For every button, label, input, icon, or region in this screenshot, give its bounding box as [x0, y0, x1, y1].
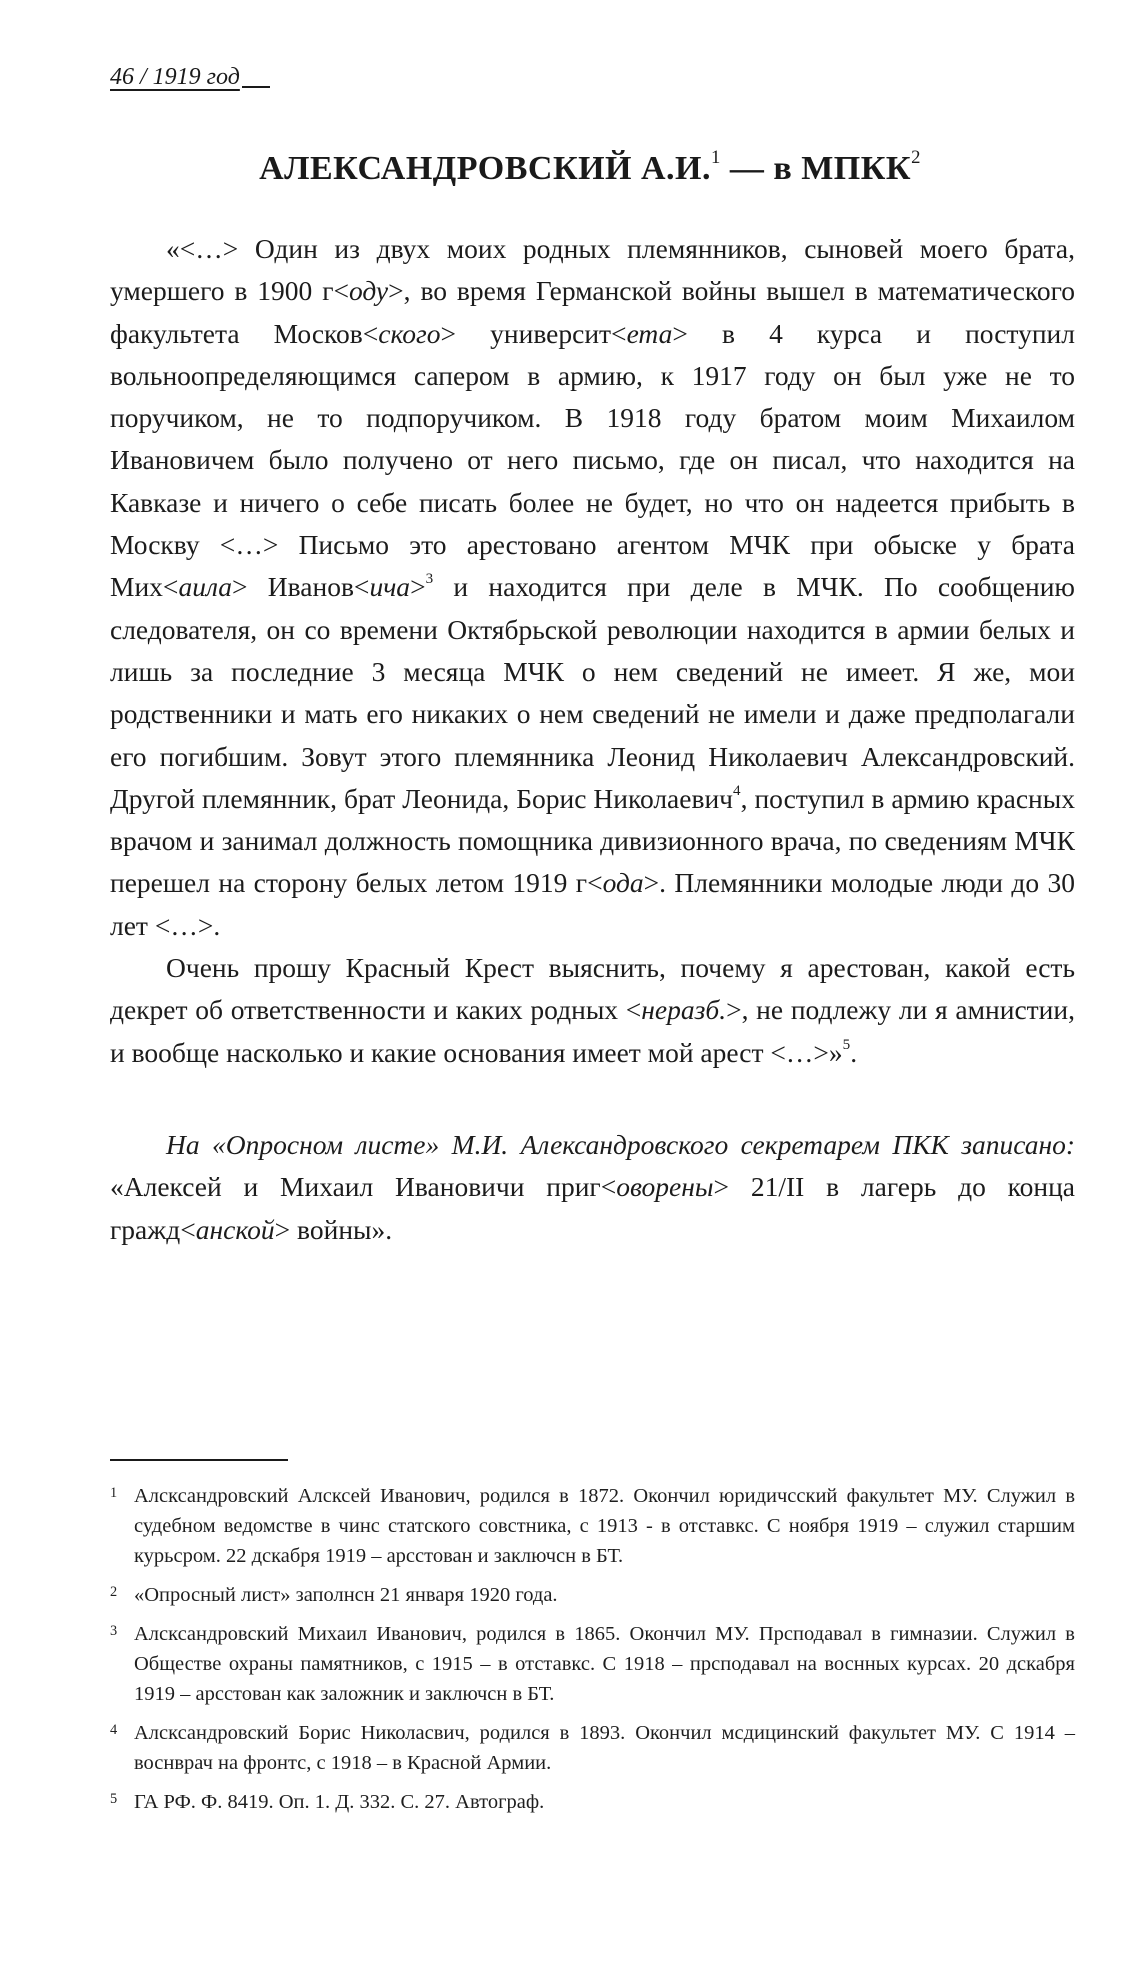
footnote-ref-3: 3 [425, 571, 434, 588]
header-underline [242, 86, 270, 88]
p3-text-d: > 21/II в лагерь до конца гражд< [110, 1171, 1075, 1245]
footnote-text: ГА РФ. Ф. 8419. Оп. 1. Д. 332. С. 27. Автограф. [134, 1791, 545, 1814]
p1-italic-n: ода [602, 867, 644, 899]
p2-text-d: . [850, 1036, 858, 1068]
p1-italic-j: ича [369, 571, 411, 603]
footnote-ref-4: 4 [733, 783, 741, 800]
footnotes [110, 1478, 1075, 1823]
p1-text-m: , поступил в армию красных врачом и занимал должность помощника дивизионного врача, по сведениям МЧК перешел на сторону белых летом 1919 г< [110, 782, 1076, 899]
p3-italic-a: На «Опросном листе» М.И. Александровского секретарем ПКК записано: [166, 1128, 1075, 1160]
footnote-4 [110, 1715, 1075, 1778]
page-number-header: 46 / 1919 год [110, 64, 240, 90]
p1-text-a: «<…> Один из двух моих родных племянников, сыновей моего брата, умершего в 1900 г< [110, 233, 1075, 307]
footnote-number: 3 [110, 1623, 118, 1640]
p3-text-b: «Алексей и Михаил Ивановичи приг< [110, 1171, 617, 1203]
title-name: АЛЕКСАНДРОВСКИЙ А.И. [259, 150, 711, 187]
footnote-text: Алсксандровский Михаил Иванович, родился в 1865. Окончил МУ. Прсподавал в гимназии. Служил в Обществе охраны памятников, с 1915 – в отставкс. С 1918 – прсподавал на воснных курсах. 20 дскабря 1919 – арсстован как заложник и заключсн в БТ. [134, 1623, 1075, 1706]
p1-text-g: > в 4 курса и поступил вольноопределяющимся сапером в армию, к 1917 году он был уже не то поручиком, не то подпоручиком. В 1918 году братом моим Михаилом Ивановичем было получено от него письмо, где он писал, что находится на Кавказе и ничего о себе писать более не будет, но что он надеется прибыть в Москву <…> Письмо это арестовано агентом МЧК при обыске у брата Мих< [110, 317, 1075, 603]
p1-text-c: >, во время Германской войны вышел в математического факультета Москов< [110, 275, 1075, 349]
footnote-text: Алсксандровский Борис Николасвич, родился в 1893. Окончил мсдицинский факультет МУ. С 1914 – воснврач на фронтс, с 1918 – в Красной Армии. [134, 1722, 1075, 1775]
footnote-number: 2 [110, 1584, 118, 1601]
running-head [110, 64, 270, 91]
p3-text-f: > войны». [274, 1213, 393, 1245]
p2-text-a: Очень прошу Красный Крест выяснить, почему я арестован, какой есть декрет об ответственности и каких родных < [110, 952, 1075, 1026]
p1-italic-h: аила [178, 571, 233, 603]
document-title [110, 147, 1070, 188]
footnote-text: «Опросный лист» заполнсн 21 января 1920 года. [134, 1584, 558, 1607]
p2-italic-b: неразб. [641, 994, 727, 1026]
footnote-2 [110, 1577, 1075, 1610]
p1-text-i: > Иванов< [232, 571, 370, 603]
footnote-separator [110, 1459, 288, 1461]
footnote-ref-5: 5 [842, 1036, 851, 1053]
p1-italic-f: ета [626, 317, 673, 349]
p1-text-l: и находится при деле в МЧК. По сообщению следователя, он со времени Октябрьской революции находится в армии белых и лишь за последние 3 месяца МЧК о нем сведений не имеет. Я же, мои родственники и мать его никаких о нем сведений не имели и даже предполагали его погибшим. Зовут этого племянника Леонид Николаевич Александровский. Другой племянник, брат Леонида, Борис Николаевич [110, 571, 1075, 814]
p1-italic-d: ского [378, 317, 441, 349]
p1-italic-b: оду [349, 275, 389, 307]
p1-text-k: > [410, 571, 426, 603]
footnote-3 [110, 1616, 1075, 1709]
p1-text-e: > университ< [440, 317, 627, 349]
paragraph-letter [110, 228, 1075, 947]
footnote-number: 1 [110, 1485, 118, 1501]
title-connector: — в МПКК [720, 150, 912, 187]
p1-text-o: >. Племянники молодые люди до 30 лет <…>. [110, 867, 1075, 941]
title-footnote-mark-2: 2 [911, 147, 921, 169]
footnote-1 [110, 1478, 1075, 1571]
footnote-number: 5 [110, 1791, 118, 1808]
body-text [110, 228, 1075, 1251]
footnote-number: 4 [110, 1722, 118, 1739]
paragraph-editorial-note [110, 1124, 1075, 1251]
footnote-5 [110, 1784, 1075, 1817]
paragraph-request [110, 947, 1075, 1074]
p3-italic-c: оворены [616, 1171, 714, 1203]
footnote-text: Алсксандровский Алсксей Иванович, родился в 1872. Окончил юридичсский факультет МУ. Служил в судебном вeдомствe в чинс статского совстника, с 1913 - в отставкс. С ноября 1919 – служил старшим курьсром. 22 дскабря 1919 – арсстован и заключсн в БТ. [134, 1485, 1075, 1568]
p2-text-c: >, не подлежу ли я амнистии, и вообще насколько и какие основания имеет мой арест <…>» [110, 994, 1075, 1068]
title-footnote-mark-1: 1 [711, 147, 721, 169]
p3-italic-e: анской [195, 1213, 275, 1245]
